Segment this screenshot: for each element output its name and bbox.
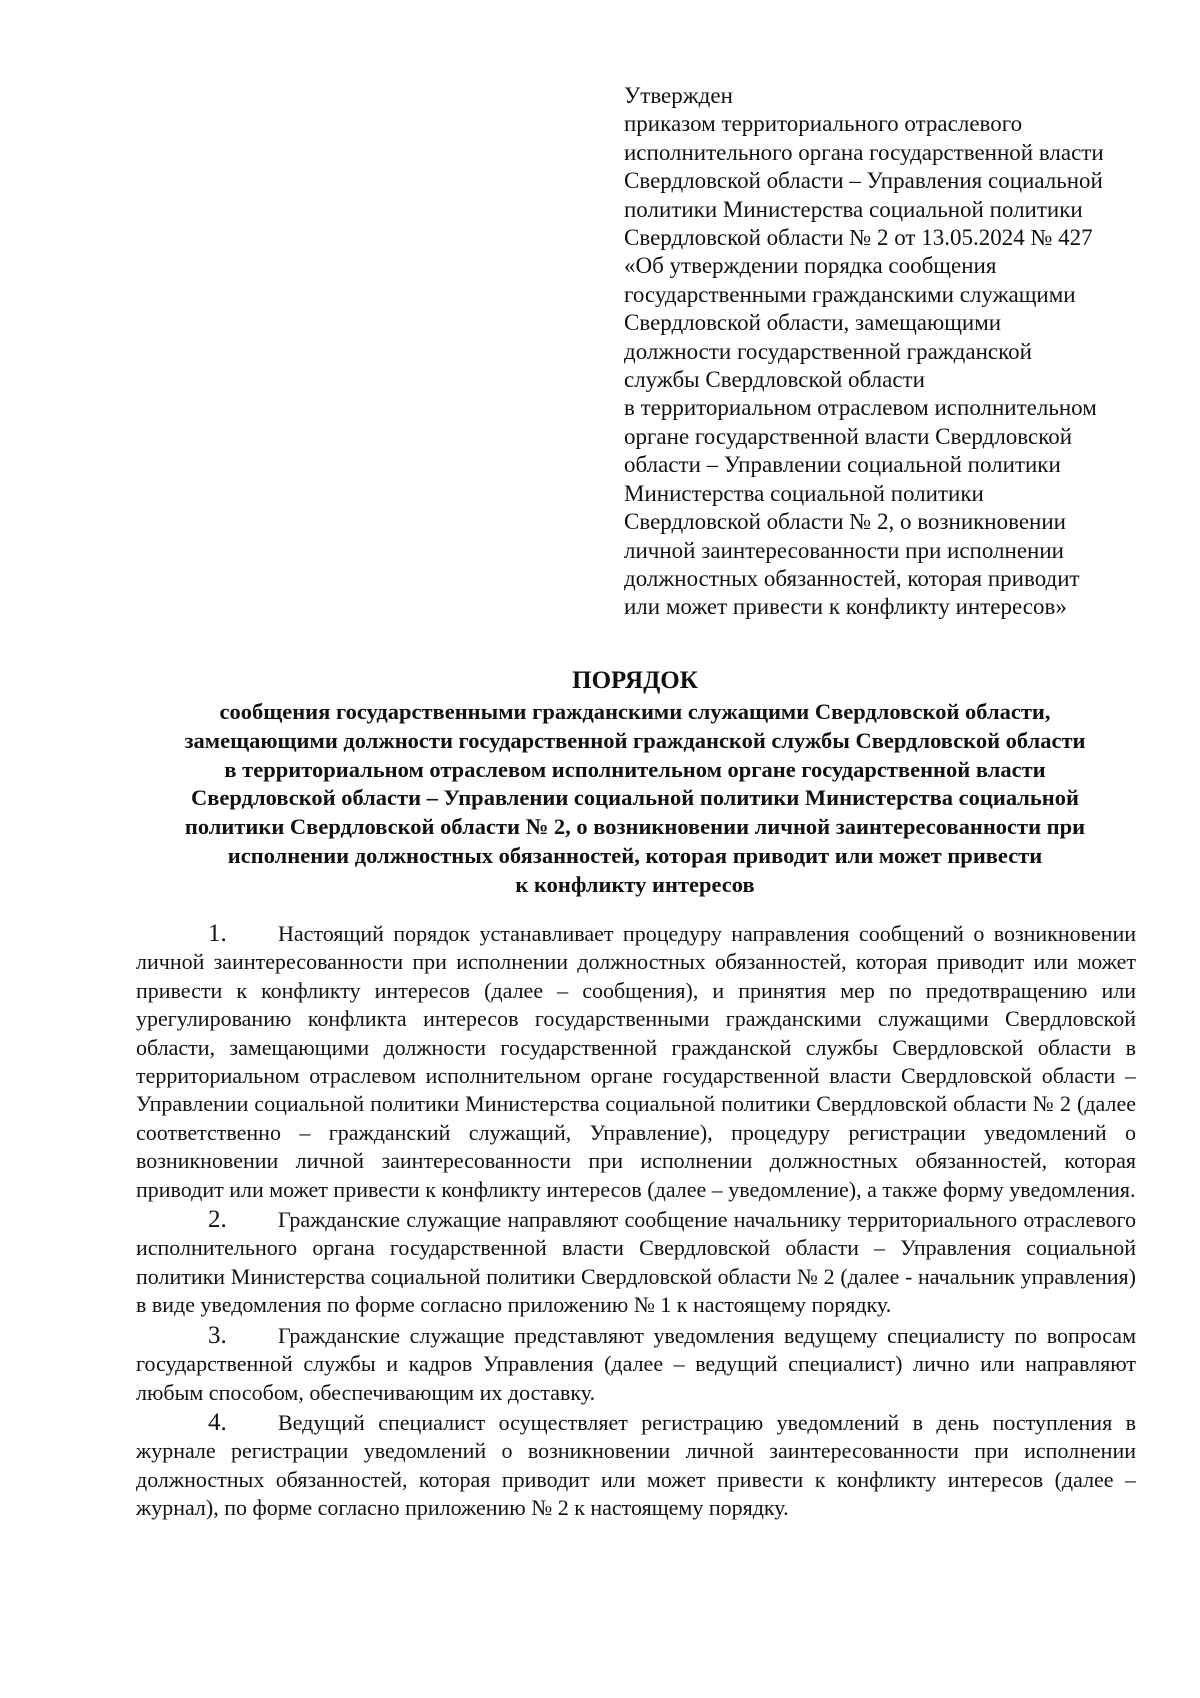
approval-line: Министерства социальной политики bbox=[624, 480, 984, 506]
document-title bbox=[130, 664, 1140, 900]
approval-line: политики Министерства социальной политики bbox=[624, 196, 1083, 222]
paragraph-text: Настоящий порядок устанавливает процедуру направления сообщений о возникновении личной заинтересованности при исполнении должностных обязанностей, которая приводит или может привести к конфликту интересов (далее – сообщения), и принятия мер по предотвращению или урегулированию конфликта интересов государственными гражданскими служащими Свердловской области, замещающими должности государственной гражданской службы Свердловской области в территориальном отраслевом исполнительном органе государственной власти Свердловской области – Управлении социальной политики Министерства социальной политики Свердловской области № 2 (далее соответственно – гражданский служащий, Управление), процедуру регистрации уведомлений о возникновении личной заинтересованности при исполнении должностных обязанностей, которая приводит или может привести к конфликту интересов (далее – уведомление), а также форму уведомления. bbox=[136, 921, 1136, 1202]
approval-line: или может привести к конфликту интересов» bbox=[624, 594, 1067, 620]
paragraph-text: Гражданские служащие представляют уведомления ведущему специалисту по вопросам государственной службы и кадров Управления (далее – ведущий специалист) лично или направляют любым способом, обеспечивающим их доставку. bbox=[136, 1322, 1136, 1405]
approval-line: Свердловской области – Управления социальной bbox=[624, 168, 1103, 194]
paragraph-text: Гражданские служащие направляют сообщение начальнику территориального отраслевого исполнительного органа государственной власти Свердловской области – Управления социальной политики Министерства социальной политики Свердловской области № 2 (далее - начальник управления) в виде уведомления по форме согласно приложению № 1 к настоящему порядку. bbox=[136, 1207, 1136, 1318]
approval-line: в территориальном отраслевом исполнительном bbox=[624, 395, 1097, 421]
paragraph-number: 2. bbox=[208, 1206, 227, 1234]
approval-line: службы Свердловской области bbox=[624, 367, 925, 393]
title-line: к конфликту интересов bbox=[515, 871, 755, 897]
title-heading: ПОРЯДОК bbox=[572, 667, 698, 694]
title-line: Свердловской области – Управлении социальной политики Министерства социальной bbox=[191, 785, 1079, 811]
paragraph-4 bbox=[136, 1409, 1136, 1523]
approval-stamp bbox=[624, 82, 1144, 622]
paragraph-3 bbox=[136, 1322, 1136, 1407]
approval-line: исполнительного органа государственной власти bbox=[624, 139, 1104, 165]
paragraph-2 bbox=[136, 1206, 1136, 1320]
approval-line: приказом территориального отраслевого bbox=[624, 111, 1023, 137]
approval-line: должности государственной гражданской bbox=[624, 338, 1032, 364]
title-line: политики Свердловской области № 2, о возникновении личной заинтересованности при bbox=[184, 814, 1086, 840]
approval-line: Утвержден bbox=[624, 83, 733, 108]
title-line: замещающими должности государственной гражданской службы Свердловской области bbox=[184, 727, 1086, 753]
paragraph-1 bbox=[136, 920, 1136, 1204]
approval-line: Свердловской области, замещающими bbox=[624, 310, 1002, 336]
approval-line: органе государственной власти Свердловской bbox=[624, 423, 1073, 449]
paragraph-number: 1. bbox=[208, 920, 227, 947]
approval-line: личной заинтересованности при исполнении bbox=[624, 537, 1064, 563]
approval-line: Свердловской области № 2 от 13.05.2024 № 427 bbox=[624, 225, 1093, 251]
approval-line: Свердловской области № 2, о возникновении bbox=[624, 509, 1066, 535]
title-line: сообщения государственными гражданскими служащими Свердловской области, bbox=[219, 699, 1051, 724]
approval-line: государственными гражданскими служащими bbox=[624, 281, 1076, 307]
title-subtitle bbox=[130, 698, 1140, 900]
approval-line: «Об утверждении порядка сообщения bbox=[624, 253, 997, 279]
paragraph-number: 4. bbox=[208, 1408, 227, 1436]
approval-line: должностных обязанностей, которая приводит bbox=[624, 565, 1080, 591]
document-body bbox=[136, 920, 1136, 1525]
paragraph-text: Ведущий специалист осуществляет регистрацию уведомлений в день поступления в журнале регистрации уведомлений о возникновении личной заинтересованности при исполнении должностных обязанностей, которая приводит или может привести к конфликту интересов (далее – журнал), по форме согласно приложению № 2 к настоящему порядку. bbox=[136, 1409, 1136, 1521]
title-line: в территориальном отраслевом исполнительном органе государственной власти bbox=[224, 756, 1046, 782]
title-line: исполнении должностных обязанностей, которая приводит или может привести bbox=[227, 842, 1043, 868]
paragraph-number: 3. bbox=[208, 1321, 227, 1349]
approval-line: области – Управлении социальной политики bbox=[624, 452, 1061, 478]
